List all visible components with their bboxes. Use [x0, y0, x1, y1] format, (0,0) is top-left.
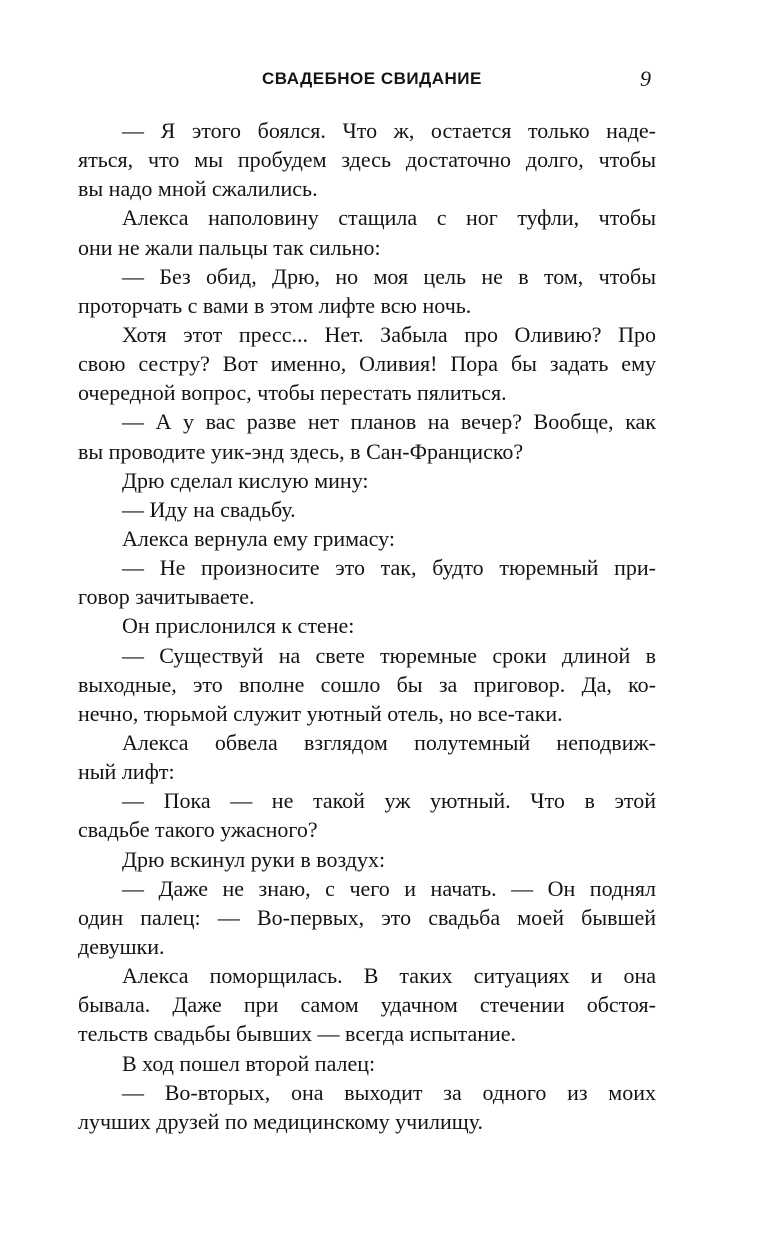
text-line: говор зачитываете. — [78, 584, 255, 610]
text-line: — Во-вторых, она выходит за одного из моих — [122, 1079, 656, 1105]
text-line: тельств свадьбы бывших — всегда испытание. — [78, 1021, 517, 1047]
text-line: Алекса вернула ему гримасу: — [122, 525, 395, 551]
body-text — [78, 116, 656, 1136]
text-line: свадьбе такого ужасного? — [78, 817, 318, 843]
text-line: Алекса наполовину стащила с ног туфли, чтобы — [122, 205, 656, 231]
text-line: лучших друзей по медицинскому училищу. — [78, 1108, 484, 1134]
text-line: яться, что мы пробудем здесь достаточно долго, чтобы — [78, 147, 656, 173]
text-line: вы проводите уик-энд здесь, в Сан-Франциско? — [78, 438, 524, 464]
text-line: ный лифт: — [78, 759, 175, 785]
text-line: — Не произносите это так, будто тюремный при- — [122, 555, 656, 581]
text-line: Алекса обвела взглядом полутемный неподвиж- — [122, 729, 656, 755]
text-line: — Я этого боялся. Что ж, остается только наде- — [122, 118, 656, 143]
text-line: Хотя этот пресс... Нет. Забыла про Оливию? Про — [122, 321, 656, 347]
text-line: — Иду на свадьбу. — [122, 496, 296, 522]
text-line: нечно, тюрьмой служит уютный отель, но все-таки. — [78, 700, 563, 726]
text-line: свою сестру? Вот именно, Оливия! Пора бы задать ему — [78, 351, 656, 377]
text-line: Он прислонился к стене: — [122, 613, 355, 639]
text-line: бывала. Даже при самом удачном стечении обстоя- — [78, 992, 656, 1018]
text-line: очередной вопрос, чтобы перестать пялиться. — [78, 380, 507, 406]
running-title: СВАДЕБНОЕ СВИДАНИЕ — [262, 69, 482, 88]
text-line: Дрю вскинул руки в воздух: — [122, 846, 386, 872]
text-line: — Без обид, Дрю, но моя цель не в том, чтобы — [122, 263, 656, 289]
text-line: В ход пошел второй палец: — [122, 1050, 376, 1076]
text-line: проторчать с вами в этом лифте всю ночь. — [78, 292, 472, 318]
text-line: — Даже не знаю, с чего и начать. — Он поднял — [122, 875, 656, 901]
text-line: вы надо мной сжалились. — [78, 176, 318, 202]
text-line: — А у вас разве нет планов на вечер? Вообще, как — [122, 409, 656, 435]
text-line: Алекса поморщилась. В таких ситуациях и она — [122, 963, 656, 989]
page-number: 9 — [640, 66, 651, 91]
text-line: — Пока — не такой уж уютный. Что в этой — [122, 788, 656, 814]
text-line: Дрю сделал кислую мину: — [122, 467, 369, 493]
text-line: выходные, это вполне сошло бы за приговор. Да, ко- — [78, 671, 656, 697]
running-header — [0, 64, 768, 94]
text-line: они не жали пальцы так сильно: — [78, 234, 381, 260]
text-line: — Существуй на свете тюремные сроки длиной в — [122, 642, 656, 668]
text-line: девушки. — [78, 933, 165, 959]
text-line: один палец: — Во-первых, это свадьба моей бывшей — [78, 904, 656, 930]
